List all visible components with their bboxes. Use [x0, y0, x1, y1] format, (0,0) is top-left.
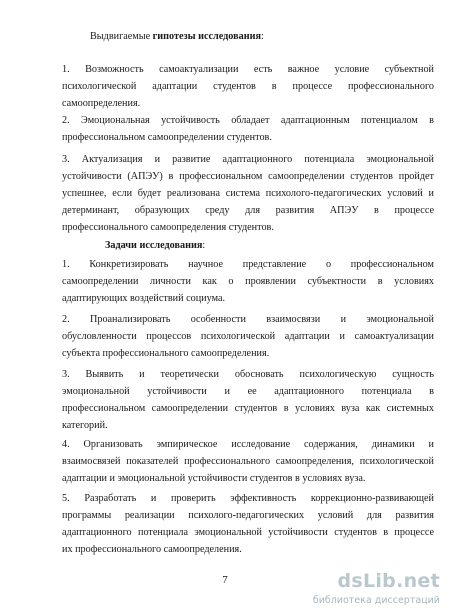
text-line: адаптационного потенциала эмоциональной устойчивости студентов в процессе: [62, 527, 434, 538]
text-line: самоопределения.: [62, 98, 141, 109]
text-line: 4. Организовать эмпирическое исследование содержания, динамики и: [62, 439, 434, 450]
watermark: [312, 570, 444, 610]
text-line: категорий.: [62, 420, 108, 431]
text-line: 2. Эмоциональная устойчивость обладает адаптационным потенциалом в: [62, 115, 434, 126]
heading-tail: :: [202, 240, 206, 251]
heading-prefix: Выдвигаемые: [90, 31, 153, 42]
text-line: 5. Разработать и проверить эффективность коррекционно-развивающей: [62, 493, 434, 504]
text-line: 1. Конкретизировать научное представление о профессиональном: [62, 259, 434, 270]
text-line: субъекта профессионального самоопределения.: [62, 348, 270, 359]
text-line: 3. Выявить и теоретически обосновать психологическую сущность: [62, 369, 434, 380]
text-line: 3. Актуализация и развитие адаптационного потенциала эмоциональной: [62, 154, 434, 165]
text-line: взаимосвязей показателей профессионального самоопределения, психологической: [62, 456, 434, 467]
page-number: 7: [222, 574, 228, 586]
text-line: их профессионального самоопределения.: [62, 544, 242, 555]
text-line: адаптации и эмоциональной устойчивости студентов в условиях вуза.: [62, 473, 366, 484]
text-line: эмоциональной устойчивости и ее адаптационного потенциала в: [62, 386, 434, 397]
text-line: устойчивости (АПЭУ) в профессиональном самоопределении студентов пройдет: [62, 171, 434, 182]
text-line: успешнее, если будет реализована система психолого-педагогических условий и: [62, 188, 434, 199]
heading-tail: :: [260, 31, 264, 42]
text-line: профессиональном самоопределении студентов в условиях вуза как системных: [62, 403, 434, 414]
heading-bold: Задачи исследования: [105, 240, 203, 251]
watermark-logo: dsLib.net: [337, 570, 440, 592]
watermark-tagline: библиотека диссертаций: [312, 595, 440, 606]
text-line: профессионального самоопределения студентов.: [62, 222, 274, 233]
text-line: профессиональном самоопределении студентов.: [62, 132, 272, 143]
text-line: психологической адаптации студентов в процессе профессионального: [62, 81, 434, 92]
text-line: 2. Проанализировать особенности взаимосвязи и эмоциональной: [62, 314, 434, 325]
text-line: детерминант, образующих среду для развития АПЭУ в процессе: [62, 205, 434, 216]
heading-bold: гипотезы исследования: [152, 31, 261, 42]
text-line: самоопределении личности как о проявлении субъектности в условиях: [62, 276, 434, 287]
text-line: адаптирующих воздействий социума.: [62, 293, 226, 304]
text-line: 1. Возможность самоактуализации есть важное условие субъектной: [62, 64, 434, 75]
section-heading: [90, 30, 264, 43]
text-line: программы реализации психолого-педагогических условий для развития: [62, 510, 434, 521]
section-heading: [105, 239, 205, 252]
text-line: обусловленности процессов психологической адаптации и самоактуализации: [62, 331, 434, 342]
